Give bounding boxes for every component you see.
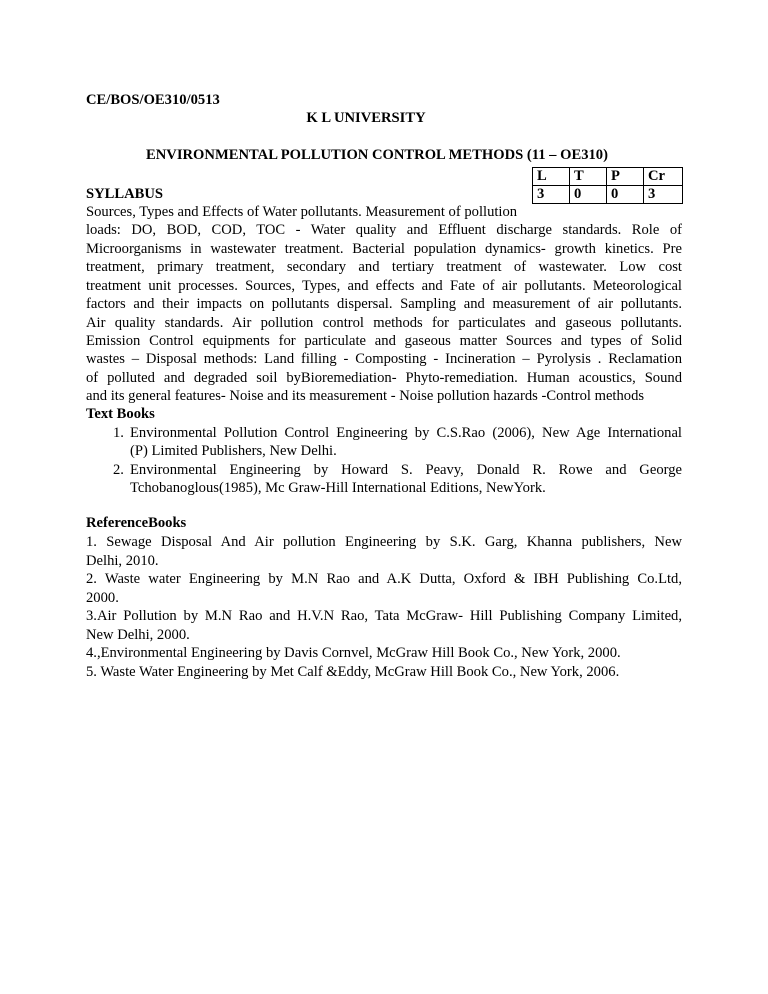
ltpc-value-cell: 3: [644, 186, 683, 204]
syllabus-line: wastes – Disposal methods: Land filling - Composting - Incineration – Pyrolysis . Reclamation: [86, 351, 682, 367]
syllabus-line: Microorganisms in wastewater treatment. Bacterial population dynamics- growth kinetics. Pre: [86, 240, 682, 257]
syllabus-line: Emission Control equipments for particulate and gaseous matter Sources and types of Solid: [86, 333, 682, 349]
document-code: CE/BOS/OE310/0513: [86, 92, 220, 108]
syllabus-heading: SYLLABUS: [86, 186, 164, 202]
text-book-line: (P) Limited Publishers, New Delhi.: [130, 443, 337, 459]
reference-line: 3.Air Pollution by M.N Rao and H.V.N Rao, Tata McGraw- Hill Publishing Company Limited,: [86, 608, 682, 624]
ltpc-value-cell: 0: [570, 186, 607, 204]
syllabus-line: Air quality standards. Air pollution control methods for particulates and gaseous pollutants.: [86, 314, 682, 331]
syllabus-line: of polluted and degraded soil byBioremediation- Phyto-remediation. Human acoustics, Sound: [86, 369, 682, 386]
reference-line: 4.,Environmental Engineering by Davis Cornvel, McGraw Hill Book Co., New York, 2000.: [86, 645, 621, 661]
reference-line: New Delhi, 2000.: [86, 626, 190, 643]
syllabus-line: Sources, Types and Effects of Water pollutants. Measurement of pollution: [86, 204, 518, 220]
syllabus-line: treatment unit processes. Sources, Types, and effects and Fate of air pollutants. Meteorological: [86, 277, 682, 294]
text-book-line: Tchobanoglous(1985), Mc Graw-Hill International Editions, NewYork.: [130, 480, 546, 496]
course-title: ENVIRONMENTAL POLLUTION CONTROL METHODS (11 – OE310): [146, 147, 608, 163]
reference-line: 1. Sewage Disposal And Air pollution Engineering by S.K. Garg, Khanna publishers, New: [86, 534, 682, 550]
reference-line: 2. Waste water Engineering by M.N Rao and A.K Dutta, Oxford & IBH Publishing Co.Ltd,: [86, 571, 682, 587]
ltpc-value-cell: 3: [533, 186, 570, 204]
text-books-heading: Text Books: [86, 406, 155, 422]
ltpc-value-cell: 0: [607, 186, 644, 204]
reference-line: 5. Waste Water Engineering by Met Calf &Eddy, McGraw Hill Book Co., New York, 2006.: [86, 663, 620, 680]
text-book-number: 2.: [113, 461, 124, 478]
reference-line: Delhi, 2010.: [86, 552, 159, 569]
university-name: K L UNIVERSITY: [306, 110, 426, 126]
text-book-number: 1.: [113, 424, 124, 441]
ltpc-header-cell: L: [533, 168, 570, 186]
ltpc-header-row: [533, 168, 683, 186]
text-book-line: Environmental Pollution Control Engineering by C.S.Rao (2006), New Age International: [130, 424, 682, 441]
syllabus-line: loads: DO, BOD, COD, TOC - Water quality and Effluent discharge standards. Role of: [86, 222, 682, 238]
text-book-line: Environmental Engineering by Howard S. Peavy, Donald R. Rowe and George: [130, 461, 682, 478]
syllabus-line: and its general features- Noise and its measurement - Noise pollution hazards -Control methods: [86, 388, 645, 404]
syllabus-line: treatment, primary treatment, secondary and tertiary treatment of wastewater. Low cost: [86, 259, 682, 275]
syllabus-line: factors and their impacts on pollutants dispersal. Sampling and measurement of air pollutants.: [86, 296, 682, 312]
reference-books-heading: ReferenceBooks: [86, 515, 187, 531]
ltpc-header-cell: P: [607, 168, 644, 186]
reference-line: 2000.: [86, 589, 119, 606]
ltpc-header-cell: T: [570, 168, 607, 186]
ltpc-header-cell: Cr: [644, 168, 683, 186]
